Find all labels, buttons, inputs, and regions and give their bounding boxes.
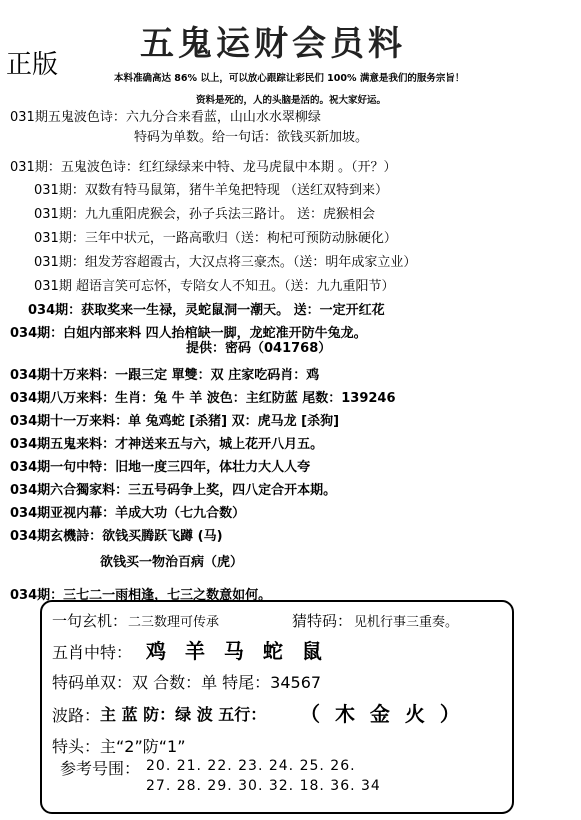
bolu-value: 主 蓝 防：绿 波 五行： [100, 705, 267, 724]
cankao-label: 参考号围： [60, 759, 141, 778]
bolu-label: 波路： [52, 706, 101, 725]
line-21: 034期：三七二一雨相逢，七三之数意如何。 [10, 588, 272, 603]
line-2: 特码为单数。给一句话：欲钱买新加坡。 [134, 130, 369, 145]
line-11: 提供：密码（041768） [186, 341, 332, 356]
line-16: 034期一句中特：旧地一度三四年，体壮力大人人夸 [10, 460, 311, 475]
yijuxuanji-value: 二三数理可传承 [128, 615, 220, 630]
yijuxuanji-label: 一句玄机： [52, 612, 128, 630]
line-9: 034期：获取奖来一生禄，灵蛇鼠洞一潮天。 送：一定开红花 [28, 303, 385, 318]
line-17: 034期六合獨家料：三五号码争上奖，四八定合开本期。 [10, 483, 337, 498]
line-19: 034期玄機詩：欲钱买腾跃飞蹲 (马) [10, 529, 223, 544]
subtitle-accuracy: 本料准确高达 86% 以上，可以放心跟踪让彩民们 100% 满意是我们的服务宗旨！ [114, 73, 465, 84]
edition-label: 正版 [6, 50, 59, 80]
line-12: 034期十万来料：一跟三定 單雙：双 庄家吃码肖：鸡 [10, 368, 320, 383]
line-6: 031期：三年中状元，一路高歌归（送：枸杞可预防动脉硬化） [34, 231, 397, 246]
line-10: 034期：白姐内部来料 四人抬棺缺一脚，龙蛇准开防牛兔龙。 [10, 326, 367, 341]
line-3: 031期：五鬼波色诗：红红绿绿来中特、龙马虎鼠中本期 。（开？） [10, 160, 397, 175]
wuxiao-label: 五肖中特： [52, 643, 133, 662]
line-20: 欲钱买一物治百病（虎） [100, 555, 244, 570]
cankao-row-2: 27. 28. 29. 30. 32. 18. 36. 34 [146, 778, 381, 794]
wuxiao-value: 鸡 羊 马 蛇 鼠 [146, 639, 328, 663]
subtitle-motto: 资料是死的，人的头脑是活的。祝大家好运。 [196, 95, 387, 106]
line-13: 034期八万来料：生肖：兔 牛 羊 波色：主红防蓝 尾数：139246 [10, 391, 396, 406]
wuxing-value: （ 木 金 火 ） [300, 702, 464, 726]
danshuang-line: 特码单双：双 合数：单 特尾：34567 [52, 673, 322, 692]
line-7: 031期：组发芳容超霞古，大汉点将三豪杰。（送：明年成家立业） [34, 255, 417, 270]
page-title: 五鬼运财会员料 [140, 24, 406, 64]
caitema-label: 猜特码： [292, 612, 353, 630]
line-14: 034期十一万来料：单 兔鸡蛇 [杀猪] 双：虎马龙 [杀狗] [10, 414, 340, 429]
line-8: 031期 超语言笑可忘怀，专陪女人不知丑。（送：九九重阳节） [34, 279, 395, 294]
line-18: 034期亚视内幕：羊成大功（七九合数） [10, 506, 246, 521]
line-4: 031期：双数有特马鼠第，猪牛羊兔把特现 （送红双特到来） [34, 183, 388, 198]
cankao-row-1: 20. 21. 22. 23. 24. 25. 26. [146, 758, 356, 774]
line-15: 034期五鬼来料：才神送来五与六，城上花开八月五。 [10, 437, 324, 452]
caitema-value: 见机行事三重奏。 [354, 615, 459, 630]
line-1: 031期五鬼波色诗：六九分合来看蓝，山山水水翠柳绿 [10, 110, 321, 125]
line-5: 031期：九九重阳虎猴会，孙子兵法三路计。 送：虎猴相会 [34, 207, 375, 222]
tetou-line: 特头：主“2”防“1” [52, 737, 186, 756]
